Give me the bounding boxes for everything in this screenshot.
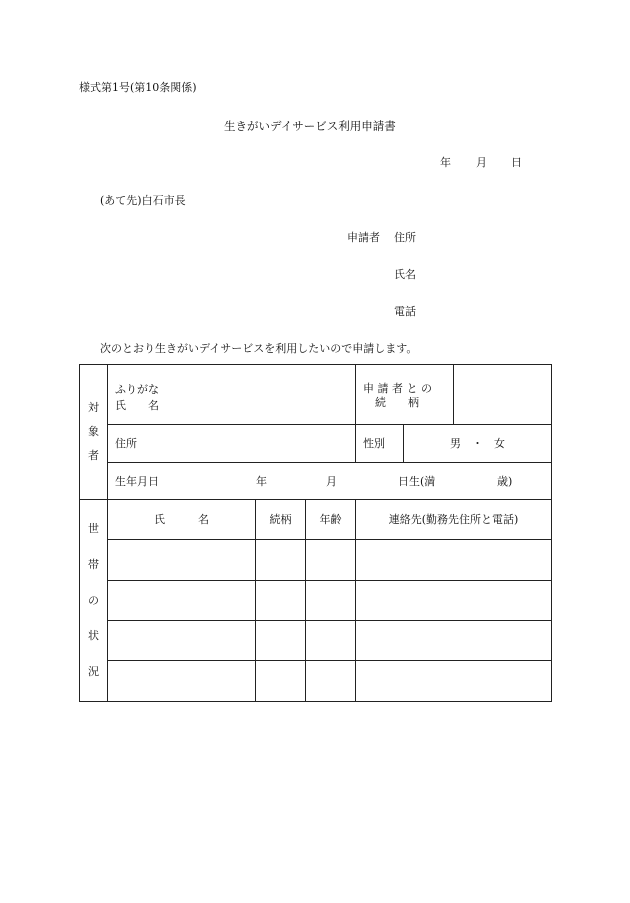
household-name-input[interactable] (108, 621, 256, 661)
household-side-char-4: 状 (88, 629, 99, 643)
household-contact-input[interactable] (356, 621, 552, 661)
applicant-address-label: 住所 (394, 231, 416, 244)
addressee: (あて先)白石市長 (100, 194, 186, 207)
household-side-char-2: 帯 (88, 557, 99, 571)
household-age-input[interactable] (306, 621, 356, 661)
household-name-input[interactable] (108, 661, 256, 701)
household-relation-input[interactable] (256, 580, 306, 620)
application-statement: 次のとおり生きがいデイサービスを利用したいので申請します。 (100, 342, 418, 355)
household-contact-input[interactable] (356, 580, 552, 620)
target-side-char-1: 対 (88, 401, 99, 415)
household-name-input[interactable] (108, 580, 256, 620)
household-age-input[interactable] (306, 580, 356, 620)
sex-label-cell (356, 425, 404, 463)
household-side-label (80, 500, 108, 702)
date-month: 月 (476, 156, 487, 169)
applicant-phone-label: 電話 (394, 305, 416, 318)
household-header-relation: 続柄 (256, 500, 306, 540)
household-header-name: 氏 名 (108, 500, 256, 540)
relation-label-line2: 続 柄 (375, 395, 420, 409)
target-address-label: 住所 (115, 436, 137, 450)
household-side-char-5: 況 (88, 665, 99, 678)
household-age-input[interactable] (306, 540, 356, 580)
date-year: 年 (440, 156, 451, 169)
household-contact-input[interactable] (356, 540, 552, 580)
household-header-contact: 連絡先(勤務先住所と電話) (356, 500, 552, 540)
household-relation-input[interactable] (256, 621, 306, 661)
form-title: 生きがいデイサービス利用申請書 (224, 119, 396, 133)
household-row (80, 580, 552, 620)
furigana-label: ふりがな (115, 382, 159, 396)
relation-label-line1: 申 請 者 と の (363, 381, 433, 395)
target-side-char-2: 象 (88, 425, 99, 439)
household-row (80, 540, 552, 580)
date-day: 日 (511, 156, 522, 169)
household-header-age: 年齢 (306, 500, 356, 540)
household-age-input[interactable] (306, 661, 356, 701)
household-name-input[interactable] (108, 540, 256, 580)
sex-label: 性別 (363, 436, 386, 450)
birthdate-month: 月 (326, 475, 337, 488)
application-table (79, 364, 552, 702)
relation-input-cell[interactable] (454, 365, 552, 425)
household-relation-input[interactable] (256, 661, 306, 701)
target-side-label (80, 365, 108, 500)
household-row (80, 621, 552, 661)
household-contact-input[interactable] (356, 661, 552, 701)
birthdate-cell[interactable] (108, 463, 552, 500)
household-side-char-3: の (88, 593, 99, 607)
household-relation-input[interactable] (256, 540, 306, 580)
household-row (80, 661, 552, 701)
relation-label-cell (356, 365, 454, 425)
birthdate-year: 年 (256, 475, 267, 488)
target-address-cell[interactable] (108, 425, 356, 463)
target-name-cell[interactable] (108, 365, 356, 425)
birthdate-label: 生年月日 (115, 475, 159, 488)
sex-options-cell[interactable] (404, 425, 552, 463)
target-side-char-3: 者 (88, 448, 99, 462)
applicant-label: 申請者 (347, 231, 380, 244)
sex-options[interactable]: 男 ・ 女 (450, 436, 506, 450)
household-side-char-1: 世 (88, 522, 99, 535)
applicant-name-label: 氏名 (394, 268, 416, 281)
birthdate-day-age: 日生(満 (398, 475, 436, 488)
form-number: 様式第1号(第10条関係) (79, 81, 197, 94)
birthdate-age-suffix: 歳) (497, 475, 513, 488)
target-name-label: 氏 名 (115, 398, 159, 412)
